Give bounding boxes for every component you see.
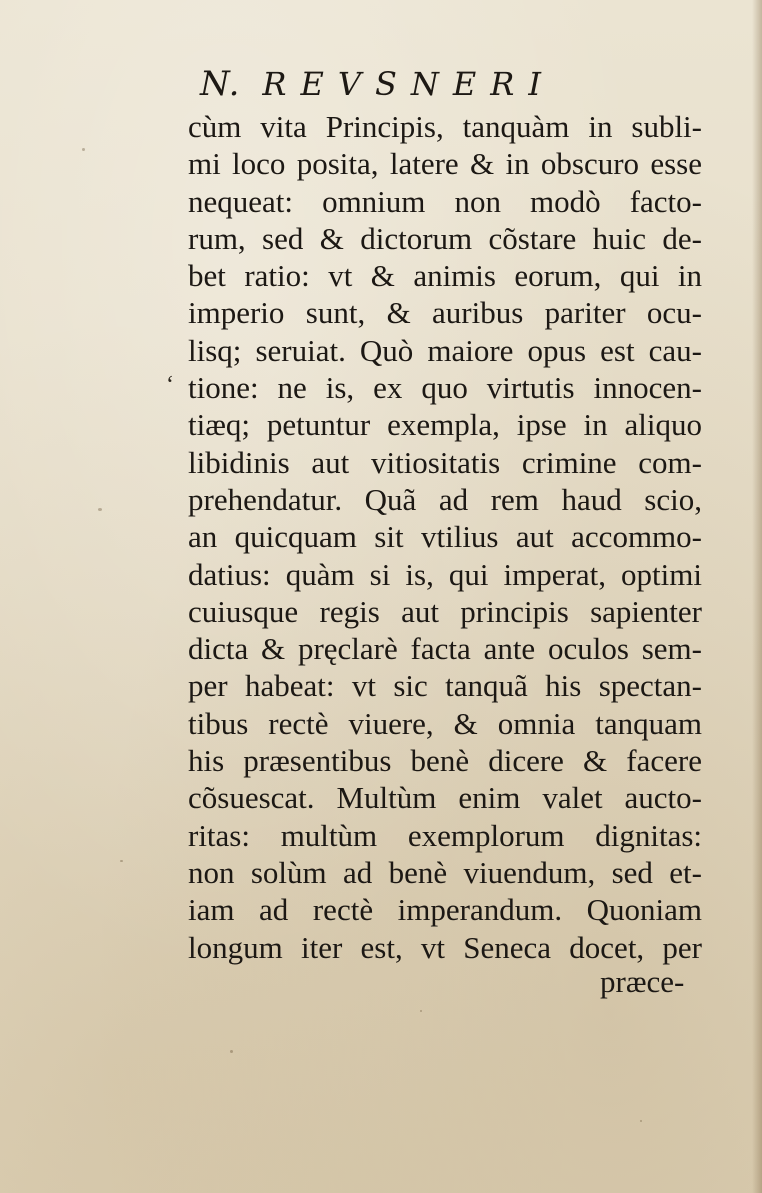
body-text	[188, 108, 702, 966]
text-line: cõsuescat. Multùm enim valet aucto-	[188, 780, 702, 816]
text-line: cuiusque regis aut principis sapienter	[188, 593, 702, 629]
text-line: an quicquam sit vtilius aut accommo-	[188, 519, 702, 555]
text-line: nequeat: omnium non modò facto-	[188, 183, 702, 219]
paper-speck	[82, 148, 85, 151]
catchword: præce-	[600, 964, 685, 999]
page-edge-shadow	[752, 0, 762, 1193]
text-line: per habeat: vt sic tanquã his spectan-	[188, 668, 702, 704]
text-line: tibus rectè viuere, & omnia tanquam	[188, 705, 702, 741]
paper-speck	[420, 1010, 422, 1012]
paper-speck	[120, 860, 123, 862]
text-line: his præsentibus benè dicere & facere	[188, 743, 702, 779]
text-line: lisq; seruiat. Quò maiore opus est cau-	[188, 332, 702, 368]
text-line: rum, sed & dictorum cõstare huic de-	[188, 220, 702, 256]
text-line: cùm vita Principis, tanquàm in subli-	[188, 109, 702, 144]
text-line: ritas: multùm exemplorum dignitas:	[188, 817, 702, 853]
text-line: imperio sunt, & auribus pariter ocu-	[188, 295, 702, 331]
text-line: datius: quàm si is, qui imperat, optimi	[188, 556, 702, 592]
text-line: dicta & pręclarè facta ante oculos sem-	[188, 631, 702, 667]
text-line: non solùm ad benè viuendum, sed et-	[188, 854, 702, 890]
running-head: REVSNERI	[262, 65, 555, 103]
text-line: iam ad rectè imperandum. Quoniam	[188, 892, 702, 928]
text-line: longum iter est, vt Seneca docet, per	[188, 929, 702, 965]
page-header	[200, 60, 555, 108]
text-line: libidinis aut vitiositatis crimine com-	[188, 444, 702, 480]
margin-tick-mark: ‘	[166, 372, 174, 398]
text-line: mi loco posita, latere & in obscuro esse	[188, 146, 702, 182]
paper-speck	[230, 1050, 233, 1053]
page-folio: N.	[200, 64, 241, 104]
text-line: prehendatur. Quã ad rem haud scio,	[188, 481, 702, 517]
paper-speck	[98, 508, 102, 511]
paper-speck	[640, 1120, 642, 1122]
text-line: bet ratio: vt & animis eorum, qui in	[188, 258, 702, 294]
text-line: tione: ne is, ex quo virtutis innocen-	[188, 370, 702, 406]
text-line: tiæq; petuntur exempla, ipse in aliquo	[188, 407, 702, 443]
